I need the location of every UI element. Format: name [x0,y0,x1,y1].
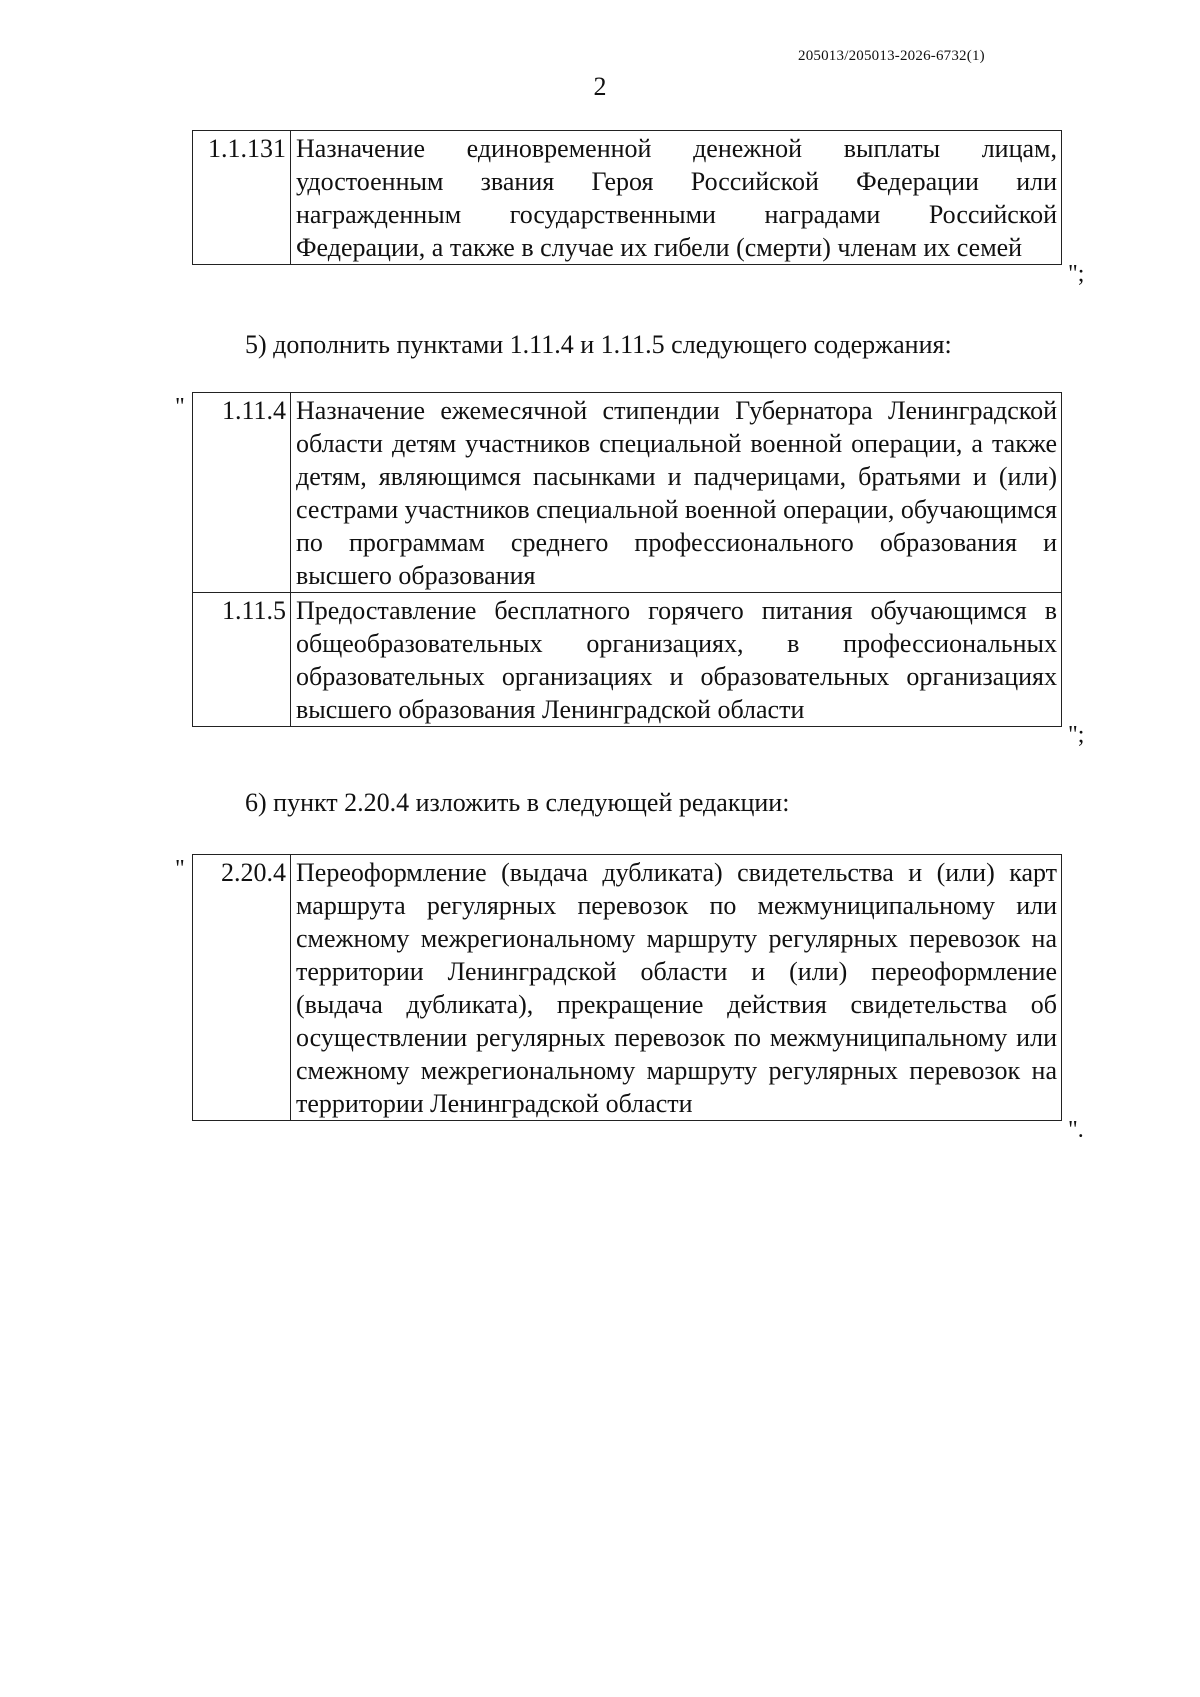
services-table-3 [192,854,1062,1121]
page-number: 2 [593,72,607,101]
table-row [193,393,1062,593]
item-code: 1.1.131 [193,131,291,265]
item-description: Предоставление бесплатного горячего питания обучающимся в общеобразовательных организациях, в профессиональных образовательных организациях и образовательных организациях высшего образования Ленинградской области [291,593,1062,727]
table-row [193,855,1062,1121]
item-code: 2.20.4 [193,855,291,1121]
table-row [193,131,1062,265]
document-number: 205013/205013-2026-6732(1) [798,48,985,64]
item-description: Переоформление (выдача дубликата) свидетельства и (или) карт маршрута регулярных перевозок по межмуниципальному или смежному межрегиональному маршруту регулярных перевозок на территории Ленинградской области и (или) переоформление (выдача дубликата), прекращение действия свидетельства об осуществлении регулярных перевозок по межмуниципальному или смежному межрегиональному маршруту регулярных перевозок на территории Ленинградской области [291,855,1062,1121]
table-row [193,593,1062,727]
item-code: 1.11.4 [193,393,291,593]
item-description: Назначение единовременной денежной выплаты лицам, удостоенным звания Героя Российской Федерации или награжденным государственными наградами Российской Федерации, а также в случае их гибели (смерти) членам их семей [291,131,1062,265]
opening-quote-mark: " [175,856,185,882]
closing-quote-mark: ". [1068,1117,1084,1143]
closing-quote-mark: "; [1068,261,1085,287]
services-table-2 [192,392,1062,727]
item-code: 1.11.5 [193,593,291,727]
paragraph-5: 5) дополнить пунктами 1.11.4 и 1.11.5 следующего содержания: [245,330,952,359]
opening-quote-mark: " [175,394,185,420]
services-table-1 [192,130,1062,265]
closing-quote-mark: "; [1068,722,1085,748]
item-description: Назначение ежемесячной стипендии Губернатора Ленинградской области детям участников специальной военной операции, а также детям, являющимся пасынками и падчерицами, братьями и (или) сестрами участников специальной военной операции, обучающимся по программам среднего профессионального образования и высшего образования [291,393,1062,593]
paragraph-6: 6) пункт 2.20.4 изложить в следующей редакции: [245,788,790,817]
